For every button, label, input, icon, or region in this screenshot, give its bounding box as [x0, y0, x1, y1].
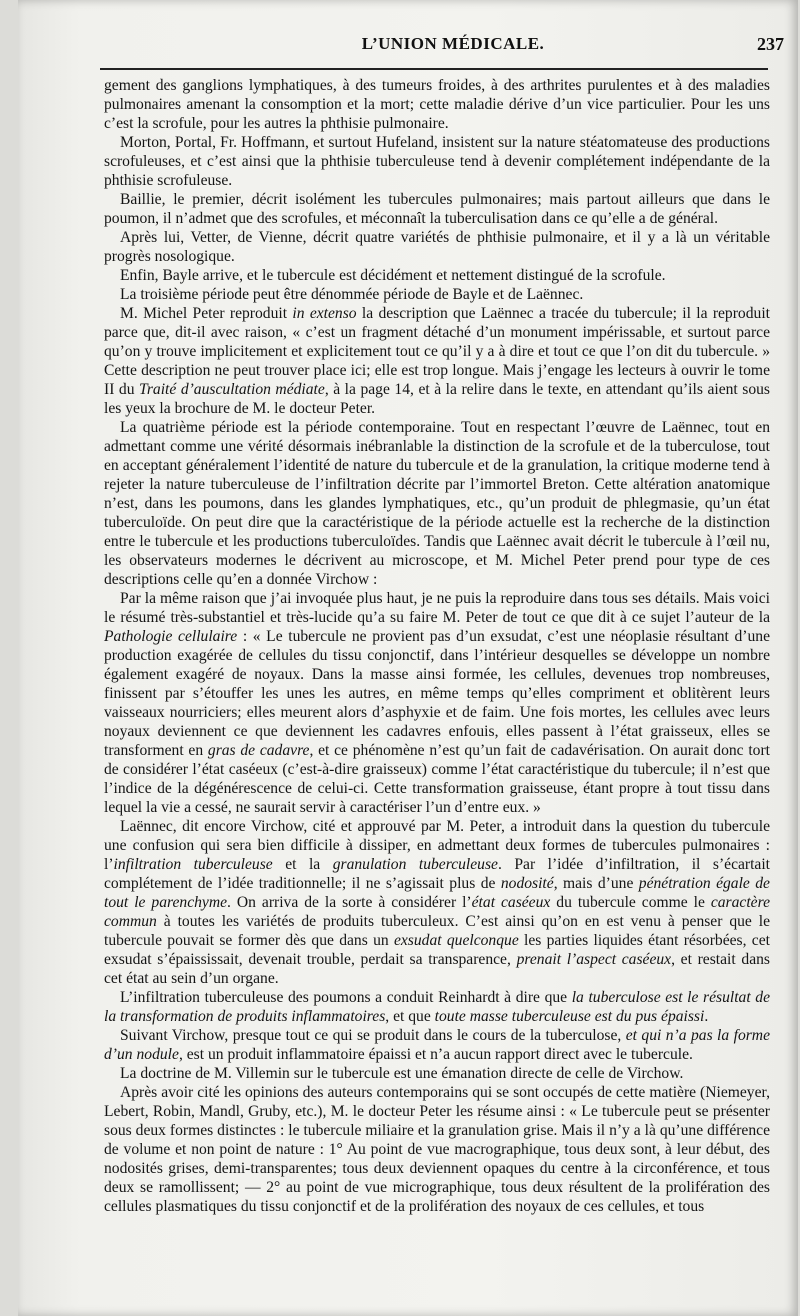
paragraph [104, 304, 770, 418]
italic-text: prenait l’aspect caséeux [516, 951, 672, 968]
header-rule [100, 68, 768, 70]
paragraph [104, 1064, 770, 1083]
italic-text: toute masse tuberculeuse est du pus épaissi [434, 1008, 705, 1025]
italic-text: granulation tuberculeuse [332, 856, 498, 873]
text-run: . On arriva de la sorte à considérer l’ [227, 894, 472, 911]
text-run: , est un produit inflammatoire épaissi et n’a aucun rapport direct avec le tubercule. [178, 1046, 693, 1063]
paragraph [104, 817, 770, 988]
paragraph [104, 589, 770, 817]
text-run: Laënnec, dit encore Virchow, cité et approuvé par M. Peter, a introduit dans la question du tubercule une confusion qui sera bien difficile à dissiper, en admettant deux formes de tubercules pulmonaires : l’ [104, 818, 770, 873]
text-run: Par la même raison que j’ai invoquée plus haut, je ne puis la reproduire dans tous ses détails. Mais voici le résumé très-substantiel et très-lucide qu’a su faire M. Peter de tout ce que dit à ce sujet l’auteur de la [104, 590, 770, 626]
paragraph [104, 988, 770, 1026]
text-run: les parties liquides étant résorbées, cet exsudat s’épaississait, devenait trouble, perdait sa transparence, [104, 932, 770, 968]
italic-text: état caséeux [471, 894, 551, 911]
paragraph [104, 1083, 770, 1216]
page-header [118, 34, 788, 58]
text-run: la description que Laënnec a tracée du tubercule; il la reproduit parce que, dit-il avec raison, « c’est un fragment détaché d’un monument impérissable, et surtout parce qu’on y trouve implicitement et explicitement tout ce qu’il y a à dire et tout ce que l’on dit du tubercule. » Cette description ne peut trouver place ici; elle est trop longue. Mais j’engage les lecteurs à ouvrir le tome II du [104, 305, 770, 398]
italic-text: infiltration tuberculeuse [113, 856, 273, 873]
text-run: Après avoir cité les opinions des auteurs contemporains qui se sont occupés de cette matière (Niemeyer, Lebert, Robin, Mandl, Gruby, etc.), M. le docteur Peter les résume ainsi : « Le tubercule peut se présenter sous deux formes distinctes : le tubercule miliaire et la granulation grise. Mais il n’y a là qu’une différence de volume et non point de nature : 1° Au point de vue macrographique, tous deux sont, à leur début, des nodosités grises, demi-transparentes; tous deux deviennent opaques du centre à la circonférence, et tous deux se ramollissent; — 2° au point de vue micrographique, tous deux résultent de la prolifération des cellules plasmatiques du tissu conjonctif et de la prolifération des noyaux de ces cellules, et tous [104, 1084, 770, 1215]
text-run: Suivant Virchow, presque tout ce qui se produit dans le cours de la tuberculose, [120, 1027, 626, 1044]
text-run: La troisième période peut être dénommée période de Bayle et de Laënnec. [120, 286, 584, 303]
text-run: La quatrième période est la période contemporaine. Tout en respectant l’œuvre de Laënnec, tout en admettant comme une vérité désormais inébranlable la distinction de la scrofule et de la tuberculose, tout en acceptant généralement l’identité de nature du tubercule et de la granulation, la critique moderne tend à rejeter la nature tuberculeuse de l’infiltration décrite par l’immortel Breton. Cette altération anatomique n’est, dans les poumons, dans les glandes lymphatiques, etc., qu’un produit de phlegmasie, qu’un état tuberculoïde. On peut dire que la caractéristique de la période actuelle est la recherche de la distinction entre le tubercule et les productions tuberculoïdes. Tandis que Laënnec avait décrit le tubercule à l’œil nu, les observateurs modernes le décrivent au microscope, et M. Michel Peter prend pour type de ces descriptions celle qu’en a donnée Virchow : [104, 419, 770, 588]
text-run: M. Michel Peter reproduit [120, 305, 293, 322]
paragraph [104, 266, 770, 285]
italic-text: Traité d’auscultation médiate [139, 381, 325, 398]
italic-text: gras de cadavre [207, 742, 310, 759]
italic-text: la tuberculose est le résultat de la transformation de produits inflammatoires [104, 989, 770, 1025]
text-run: à toutes les variétés de produits tuberculeux. C’est ainsi qu’on en est venu à penser que le tubercule pouvait se former dès que dans un [104, 913, 770, 949]
paragraph [104, 418, 770, 589]
text-run: , et restait dans cet état au sein d’un organe. [104, 951, 770, 987]
text-run: . Par l’idée d’infiltration, il s’écartait complétement de l’idée traditionnelle; il ne s’agissait plus de [104, 856, 771, 892]
text-run: Morton, Portal, Fr. Hoffmann, et surtout Hufeland, insistent sur la nature stéatomateuse des productions scrofuleuses, et c’est ainsi que la phthisie tuberculeuse tend à devenir complétement indépendante de la phthisie scrofuleuse. [104, 134, 770, 189]
paragraph [104, 285, 770, 304]
text-run: : « Le tubercule ne provient pas d’un exsudat, c’est une néoplasie résultant d’une production exagérée de cellules du tissu conjonctif, dans l’intérieur desquelles se développe un nombre également exagéré de noyaux. Dans la masse ainsi formée, les cellules, devenues trop nombreuses, finissent par s’étouffer les unes les autres, en même temps qu’elles compriment et oblitèrent leurs vaisseaux nourriciers; elles meurent alors d’asphyxie et de faim. Une fois mortes, les cellules avec leurs noyaux deviennent ce que deviennent les cadavres enfouis, elles passent à l’état graisseux, elles se transforment en [104, 628, 770, 759]
text-run: La doctrine de M. Villemin sur le tubercule est une émanation directe de celle de Virchow. [120, 1065, 684, 1082]
text-run: Baillie, le premier, décrit isolément les tubercules pulmonaires; mais partout ailleurs que dans le poumon, il n’admet que des scrofules, et méconnaît la tuberculisation dans ce qu’elle a de général. [104, 191, 770, 227]
paragraph [104, 228, 770, 266]
paragraph [104, 1026, 770, 1064]
text-run: . [704, 1008, 709, 1025]
text-run: , à la page 14, et à la relire dans le texte, en attendant qu’ils aient sous les yeux la brochure de M. le docteur Peter. [104, 381, 771, 417]
text-run: Enfin, Bayle arrive, et le tubercule est décidément et nettement distingué de la scrofule. [120, 267, 666, 284]
italic-text: pénétration égale de tout le parenchyme [104, 875, 770, 911]
text-run: et la [272, 856, 333, 873]
italic-text: Pathologie cellulaire [104, 628, 238, 645]
italic-text: nodosité [500, 875, 554, 892]
italic-text: exsudat quelconque [393, 932, 519, 949]
paragraph [104, 190, 770, 228]
italic-text: in extenso [292, 305, 357, 322]
page-number: 237 [757, 34, 784, 54]
text-run: du tubercule comme le [550, 894, 711, 911]
italic-text: et qui n’a pas la forme d’un nodule [104, 1027, 770, 1063]
paragraph [104, 76, 770, 133]
text-run: gement des ganglions lymphatiques, à des tumeurs froides, à des arthrites purulentes et à des maladies pulmonaires amenant la consomption et la mort; cette maladie dérive d’un vice particulier. Pour les uns c’est la scrofule, pour les autres la phthisie pulmonaire. [104, 77, 770, 132]
text-run: L’infiltration tuberculeuse des poumons a conduit Reinhardt à dire que [120, 989, 572, 1006]
italic-text: caractère commun [104, 894, 771, 930]
paragraph [104, 133, 770, 190]
running-title: L’UNION MÉDICALE. [361, 34, 545, 53]
text-run: , mais d’une [553, 875, 639, 892]
text-run: , et ce phénomène n’est qu’un fait de cadavérisation. On aurait donc tort de considérer l’état caséeux (c’est-à-dire graisseux) comme l’état caractéristique du tubercule; il n’est que l’indice de la dégénérescence de celui-ci. Cette transformation graisseuse, étant propre à tout tissu dans lequel la vie a cessé, ne saurait servir à caractériser l’un d’entre eux. » [104, 742, 770, 816]
text-run: Après lui, Vetter, de Vienne, décrit quatre variétés de phthisie pulmonaire, et il y a là un véritable progrès nosologique. [104, 229, 770, 265]
body-text [104, 76, 770, 1216]
text-run: , et que [385, 1008, 435, 1025]
